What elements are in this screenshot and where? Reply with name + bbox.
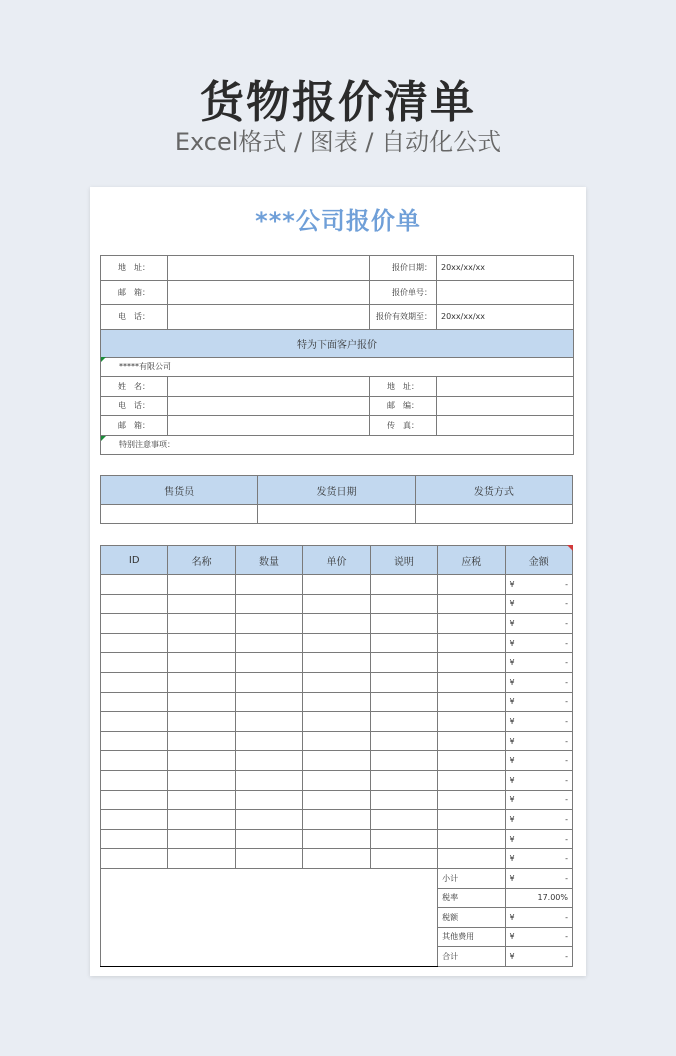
item-cell[interactable] <box>168 829 235 849</box>
col-id-header: ID <box>101 546 168 575</box>
item-cell[interactable] <box>235 712 302 732</box>
yen-sign: ¥ <box>509 697 515 707</box>
item-cell[interactable] <box>438 849 505 869</box>
table-row <box>101 712 573 732</box>
col-name-header: 名称 <box>168 546 235 575</box>
amount-value: - <box>565 658 568 668</box>
amount-value: - <box>565 677 568 687</box>
client-address-label: 地 址： <box>370 377 437 397</box>
item-cell[interactable] <box>101 614 168 634</box>
yen-sign: ¥ <box>509 814 515 824</box>
item-cell[interactable] <box>303 653 370 673</box>
yen-sign: ¥ <box>509 912 515 922</box>
client-email-label: 邮 箱： <box>101 416 168 436</box>
item-cell[interactable] <box>438 810 505 830</box>
client-zip-label: 邮 编： <box>370 396 437 416</box>
item-cell[interactable] <box>438 633 505 653</box>
yen-sign: ¥ <box>509 932 515 942</box>
table-row <box>101 672 573 692</box>
item-cell[interactable] <box>168 712 235 732</box>
ship-method-cell[interactable] <box>415 505 572 524</box>
amount-value: - <box>565 834 568 844</box>
item-cell[interactable] <box>168 653 235 673</box>
amount-cell <box>505 731 572 751</box>
item-cell[interactable] <box>101 575 168 595</box>
quote-no-label: 报价单号： <box>370 280 437 305</box>
table-row <box>101 633 573 653</box>
cell-marker-icon <box>101 357 106 362</box>
amount-value: - <box>565 756 568 766</box>
item-cell[interactable] <box>370 770 437 790</box>
item-cell[interactable] <box>168 810 235 830</box>
amount-cell <box>505 692 572 712</box>
item-cell[interactable] <box>303 575 370 595</box>
item-cell[interactable] <box>101 594 168 614</box>
amount-cell <box>505 770 572 790</box>
item-cell[interactable] <box>168 672 235 692</box>
item-cell[interactable] <box>303 692 370 712</box>
item-cell[interactable] <box>303 829 370 849</box>
item-cell[interactable] <box>168 751 235 771</box>
table-row <box>101 614 573 634</box>
phone-value[interactable] <box>168 305 370 330</box>
table-row <box>101 575 573 595</box>
item-cell[interactable] <box>303 751 370 771</box>
item-cell[interactable] <box>303 712 370 732</box>
item-cell[interactable] <box>235 653 302 673</box>
item-cell[interactable] <box>303 810 370 830</box>
item-cell[interactable] <box>168 770 235 790</box>
item-cell[interactable] <box>235 751 302 771</box>
item-cell[interactable] <box>438 712 505 732</box>
item-cell[interactable] <box>370 653 437 673</box>
item-cell[interactable] <box>101 829 168 849</box>
client-company[interactable]: *****有限公司 <box>101 357 574 377</box>
amount-cell <box>505 633 572 653</box>
item-cell[interactable] <box>303 614 370 634</box>
item-cell[interactable] <box>303 731 370 751</box>
item-cell[interactable] <box>438 672 505 692</box>
item-cell[interactable] <box>168 731 235 751</box>
item-cell[interactable] <box>235 633 302 653</box>
item-cell[interactable] <box>438 653 505 673</box>
table-row <box>101 751 573 771</box>
table-row <box>101 594 573 614</box>
item-cell[interactable] <box>438 594 505 614</box>
yen-sign: ¥ <box>509 952 515 962</box>
ship-method-header: 发货方式 <box>415 476 572 505</box>
item-cell[interactable] <box>168 614 235 634</box>
other-fees-value[interactable] <box>505 927 572 947</box>
item-cell[interactable] <box>168 692 235 712</box>
item-cell[interactable] <box>303 849 370 869</box>
address-value[interactable] <box>168 256 370 281</box>
ship-date-header: 发货日期 <box>258 476 415 505</box>
tax-amount: - <box>565 912 568 922</box>
item-cell[interactable] <box>370 751 437 771</box>
yen-sign: ¥ <box>509 854 515 864</box>
amount-value: - <box>565 618 568 628</box>
col-amount-header: 金额 <box>505 546 572 575</box>
other-fees-label: 其他费用 <box>438 927 505 947</box>
item-cell[interactable] <box>101 849 168 869</box>
yen-sign: ¥ <box>509 834 515 844</box>
yen-sign: ¥ <box>509 873 515 883</box>
client-fax-label: 传 真： <box>370 416 437 436</box>
subtotal-amount: - <box>565 873 568 883</box>
item-cell[interactable] <box>235 829 302 849</box>
col-price-header: 单价 <box>303 546 370 575</box>
item-cell[interactable] <box>101 790 168 810</box>
table-row <box>101 829 573 849</box>
amount-value: - <box>565 579 568 589</box>
item-cell[interactable] <box>235 810 302 830</box>
item-cell[interactable] <box>438 731 505 751</box>
total-value <box>505 947 572 967</box>
amount-cell <box>505 653 572 673</box>
yen-sign: ¥ <box>509 658 515 668</box>
table-row <box>101 770 573 790</box>
amount-value: - <box>565 716 568 726</box>
item-cell[interactable] <box>101 633 168 653</box>
subtotal-label: 小计 <box>438 868 505 888</box>
ship-date-cell[interactable] <box>258 505 415 524</box>
email-value[interactable] <box>168 280 370 305</box>
amount-cell <box>505 849 572 869</box>
col-qty-header: 数量 <box>235 546 302 575</box>
item-cell[interactable] <box>235 790 302 810</box>
item-cell[interactable] <box>168 790 235 810</box>
amount-cell <box>505 790 572 810</box>
item-cell[interactable] <box>235 849 302 869</box>
item-cell[interactable] <box>370 672 437 692</box>
tax-rate-label: 税率 <box>438 888 505 908</box>
item-cell[interactable] <box>370 810 437 830</box>
table-row <box>101 810 573 830</box>
client-banner: 特为下面客户报价 <box>101 329 574 357</box>
hero-title: 货物报价清单 <box>200 77 476 128</box>
item-cell[interactable] <box>168 849 235 869</box>
amount-cell <box>505 751 572 771</box>
item-cell[interactable] <box>370 849 437 869</box>
phone-label: 电 话： <box>101 305 168 330</box>
item-cell[interactable] <box>438 614 505 634</box>
amount-value: - <box>565 736 568 746</box>
valid-until-value[interactable]: 20xx/xx/xx <box>437 305 574 330</box>
tax-amount-value <box>505 908 572 928</box>
col-taxable-header: 应税 <box>438 546 505 575</box>
table-row <box>101 653 573 673</box>
yen-sign: ¥ <box>509 599 515 609</box>
client-name-value[interactable] <box>168 377 370 397</box>
item-cell[interactable] <box>370 594 437 614</box>
item-cell[interactable] <box>303 633 370 653</box>
yen-sign: ¥ <box>509 736 515 746</box>
item-cell[interactable] <box>303 672 370 692</box>
notes-label[interactable]: 特别注意事项： <box>101 435 574 455</box>
cell-marker-icon <box>101 436 106 441</box>
item-cell[interactable] <box>235 731 302 751</box>
client-fax-value[interactable] <box>437 416 574 436</box>
yen-sign: ¥ <box>509 579 515 589</box>
item-cell[interactable] <box>101 653 168 673</box>
item-cell[interactable] <box>438 575 505 595</box>
item-cell[interactable] <box>370 614 437 634</box>
table-row <box>101 790 573 810</box>
item-cell[interactable] <box>101 731 168 751</box>
quote-no-value[interactable] <box>437 280 574 305</box>
comment-marker-icon <box>567 545 573 551</box>
amount-cell <box>505 810 572 830</box>
quote-date-label: 报价日期： <box>370 256 437 281</box>
col-desc-header: 说明 <box>370 546 437 575</box>
item-cell[interactable] <box>370 575 437 595</box>
item-cell[interactable] <box>235 594 302 614</box>
items-table <box>100 545 573 967</box>
info-table <box>100 255 574 455</box>
item-cell[interactable] <box>370 731 437 751</box>
item-cell[interactable] <box>370 829 437 849</box>
quote-sheet <box>90 187 586 976</box>
amount-cell <box>505 575 572 595</box>
amount-value: - <box>565 854 568 864</box>
doc-title: ***公司报价单 <box>255 207 421 235</box>
table-row <box>101 731 573 751</box>
item-cell[interactable] <box>438 790 505 810</box>
client-phone-label: 电 话： <box>101 396 168 416</box>
item-cell[interactable] <box>101 672 168 692</box>
quote-date-value[interactable]: 20xx/xx/xx <box>437 256 574 281</box>
client-address-value[interactable] <box>437 377 574 397</box>
item-cell[interactable] <box>235 575 302 595</box>
yen-sign: ¥ <box>509 618 515 628</box>
item-cell[interactable] <box>370 692 437 712</box>
address-label: 地 址： <box>101 256 168 281</box>
client-zip-value[interactable] <box>437 396 574 416</box>
total-amount: - <box>565 952 568 962</box>
remarks-area[interactable] <box>101 868 438 966</box>
item-cell[interactable] <box>101 692 168 712</box>
salesperson-header: 售货员 <box>101 476 258 505</box>
salesperson-cell[interactable] <box>101 505 258 524</box>
item-cell[interactable] <box>370 712 437 732</box>
yen-sign: ¥ <box>509 677 515 687</box>
tax-rate-value[interactable]: 17.00% <box>505 888 572 908</box>
yen-sign: ¥ <box>509 638 515 648</box>
item-cell[interactable] <box>303 790 370 810</box>
item-cell[interactable] <box>235 692 302 712</box>
yen-sign: ¥ <box>509 775 515 785</box>
item-cell[interactable] <box>101 712 168 732</box>
other-fees-amount: - <box>565 932 568 942</box>
item-cell[interactable] <box>303 594 370 614</box>
item-cell[interactable] <box>438 770 505 790</box>
item-cell[interactable] <box>101 751 168 771</box>
amount-value: - <box>565 775 568 785</box>
total-label: 合计 <box>438 947 505 967</box>
item-cell[interactable] <box>438 692 505 712</box>
valid-until-label: 报价有效期至： <box>370 305 437 330</box>
amount-value: - <box>565 697 568 707</box>
item-cell[interactable] <box>168 594 235 614</box>
shipping-table <box>100 475 573 524</box>
yen-sign: ¥ <box>509 756 515 766</box>
table-row <box>101 692 573 712</box>
yen-sign: ¥ <box>509 795 515 805</box>
item-cell[interactable] <box>370 790 437 810</box>
client-email-value[interactable] <box>168 416 370 436</box>
tax-amount-label: 税额 <box>438 908 505 928</box>
item-cell[interactable] <box>303 770 370 790</box>
item-cell[interactable] <box>438 751 505 771</box>
amount-cell <box>505 712 572 732</box>
amount-value: - <box>565 814 568 824</box>
item-cell[interactable] <box>235 770 302 790</box>
amount-cell <box>505 829 572 849</box>
email-label: 邮 箱： <box>101 280 168 305</box>
amount-cell <box>505 594 572 614</box>
amount-value: - <box>565 638 568 648</box>
item-cell[interactable] <box>235 672 302 692</box>
client-phone-value[interactable] <box>168 396 370 416</box>
item-cell[interactable] <box>101 770 168 790</box>
subtotal-value <box>505 868 572 888</box>
item-cell[interactable] <box>101 810 168 830</box>
item-cell[interactable] <box>168 633 235 653</box>
item-cell[interactable] <box>370 633 437 653</box>
item-cell[interactable] <box>235 614 302 634</box>
item-cell[interactable] <box>168 575 235 595</box>
hero-subtitle: Excel格式 / 图表 / 自动化公式 <box>174 128 502 156</box>
item-cell[interactable] <box>438 829 505 849</box>
table-row <box>101 849 573 869</box>
client-name-label: 姓 名： <box>101 377 168 397</box>
amount-value: - <box>565 795 568 805</box>
yen-sign: ¥ <box>509 716 515 726</box>
amount-cell <box>505 614 572 634</box>
amount-cell <box>505 672 572 692</box>
amount-value: - <box>565 599 568 609</box>
